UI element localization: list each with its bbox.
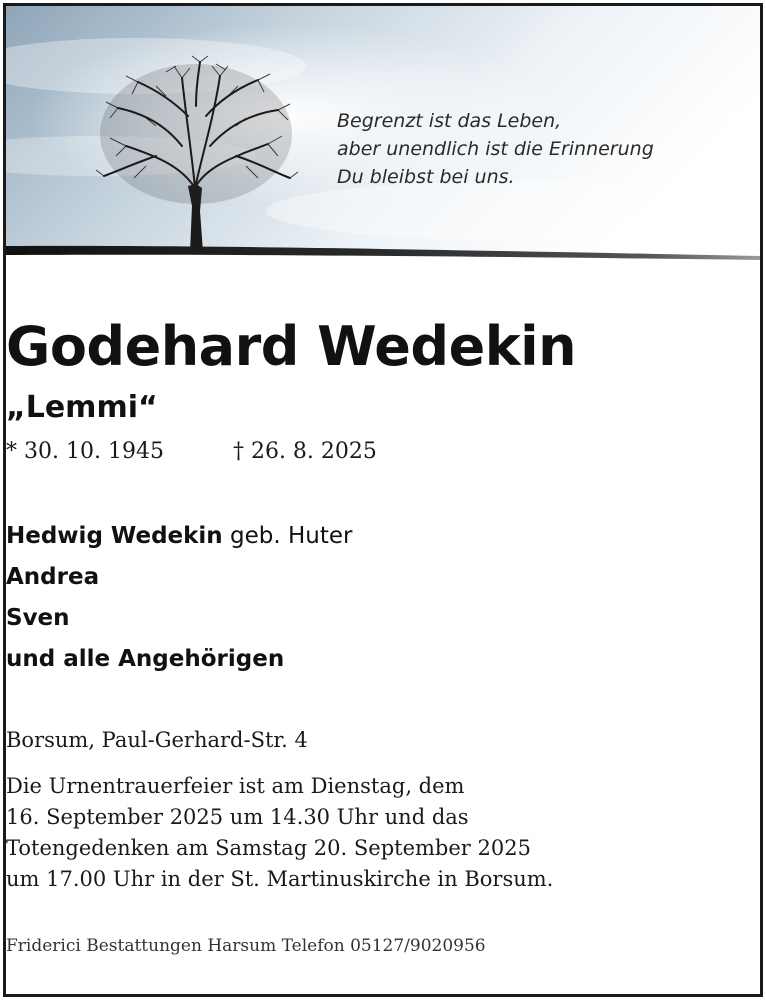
spouse-line [6, 516, 760, 557]
mourner-sven: Sven [6, 605, 70, 631]
ceremony-line-3: Totengedenken am Samstag 20. September 2025 [6, 836, 531, 860]
family-address: Borsum, Paul-Gerhard-Str. 4 [6, 728, 308, 752]
mourner-andrea: Andrea [6, 564, 100, 590]
spouse-maiden-name: geb. Huter [222, 523, 353, 549]
spouse-name: Hedwig Wedekin [6, 523, 223, 549]
quote-line-1: Begrenzt ist das Leben, [337, 110, 562, 132]
memorial-quote [337, 107, 654, 191]
ceremony-line-2: 16. September 2025 um 14.30 Uhr und das [6, 805, 469, 829]
quote-line-2: aber unendlich ist die Erinnerung [337, 138, 654, 160]
life-dates [6, 436, 760, 468]
ceremony-details [6, 771, 760, 895]
ceremony-line-1: Die Urnentrauerfeier ist am Dienstag, dem [6, 774, 465, 798]
deceased-nickname: „Lemmi“ [6, 390, 158, 425]
ceremony-line-4: um 17.00 Uhr in der St. Martinuskirche in Borsum. [6, 867, 554, 891]
death-date: † 26. 8. 2025 [232, 439, 377, 464]
tree-header-image [6, 6, 760, 268]
obituary-card [3, 3, 763, 997]
mourners-list [6, 516, 760, 680]
funeral-home-contact: Friderici Bestattungen Harsum Telefon 05127/9020956 [6, 936, 486, 956]
quote-line-3: Du bleibst bei uns. [337, 166, 515, 188]
birth-date: * 30. 10. 1945 [6, 439, 164, 464]
deceased-name: Godehard Wedekin [6, 315, 577, 378]
mourner-relatives: und alle Angehörigen [6, 646, 285, 672]
